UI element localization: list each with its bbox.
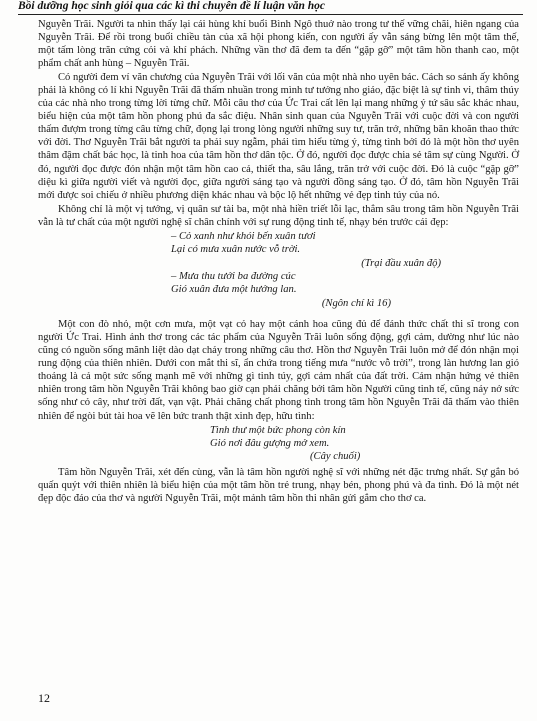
poem-line: – Cỏ xanh như khói bến xuân tươi: [171, 230, 316, 242]
poem-source: (Ngôn chí kì 16): [321, 297, 391, 309]
poem-line: Lại có mưa xuân nước vỗ trời.: [171, 244, 301, 256]
poem-source: (Cây chuối): [310, 451, 361, 463]
poem-source: (Trại đầu xuân độ): [361, 257, 441, 269]
paragraph: Không chỉ là một vị tướng, vị quân sư tài ba, một nhà hiền triết lỗi lạc, thẳm sâu trong tâm hồn Nguyễn Trãi vẫn là tư chất của một người nghệ sĩ chân chính với sự rung động tinh tế, nhạy bén trước cái đẹp:: [38, 203, 519, 228]
paragraph: Nguyễn Trãi. Người ta nhìn thấy lại cái hùng khí buổi Bình Ngô thuở nào trong tư thế vững chãi, hiên ngang của Nguyễn Trãi. Để rồi trong buổi chiều tàn của xã hội phong kiến, con người ấy vẫn sáng bừng lên một tâm thế, một tấm lòng trăn cứng cỏi và khí phách. Những vần thơ đã đem ta đến “gặp gỡ” một tâm hồn thanh cao, một phẩm chất anh hùng – Nguyễn Trãi.: [38, 19, 519, 70]
paragraph: Có người đem ví văn chương của Nguyễn Trãi với lối văn của một nhà nho uyên bác. Cách so sánh ấy không phải là không có lí khi Nguyễn Trãi đã thấm nhuần trong mình tư tưởng nho giáo, đặc biệt là sự tinh vi, thâm thúy của các nhà nho trong từng lời từng chữ. Mỗi câu thơ của Ức Trai cất lên lại mang những ý tứ sâu sắc khác nhau, biểu hiện của một tâm hồn phong phú đa sắc điệu. Nhân sinh quan của Nguyễn Trãi với cuộc đời và con người thấm đượm trong từng câu từng chữ, đọng lại trong lòng người những suy tư, trăn trở, những băn khoăn thao thức với đời. Thơ Nguyễn Trãi bắt người ta phải suy ngẫm, phải tìm hiểu từng ý, từng tình bởi đó là một hồn thơ uyên thâm đậm chất bác học, là tinh hoa của tâm hồn thơ dân tộc. Ở đó, người đọc được chia sẻ tâm sự cùng Người. Ở đó, người đọc được đón nhận một tâm hồn cao cả, thiết tha, sâu lắng, trăn trở với cuộc đời. Đó là cuộc “gặp gỡ” diệu kì giữa người viết và người đọc, giữa người sáng tạo và người đồng sáng tạo. Ở đó, tâm hồn Nguyễn Trãi mới được soi chiếu ở nhiều phương diện khác nhau và bộc lộ hết những vẻ đẹp tinh túy của nó.: [38, 72, 519, 201]
poem-line: – Mưa thu tưới ba đường cúc: [171, 270, 296, 282]
poem-line: Tình thư một bức phong còn kín: [210, 424, 346, 436]
poem-line: Gió xuân đưa một hướng lan.: [171, 284, 297, 296]
paragraph: Một con đò nhỏ, một cơn mưa, một vạt cỏ hay một cánh hoa cũng đủ để đánh thức chất thi sĩ trong con người Ức Trai. Hình ảnh thơ trong các tác phẩm của Nguyễn Trãi luôn sống động, gợi cảm, dường như lúc nào cũng có nguồn sống mãnh liệt dào dạt chảy trong những câu thơ. Hồn thơ Nguyễn Trãi luôn mở để đón nhận mọi rung động của thiên nhiên. Dưới con mắt thi sĩ, ẩn chứa trong tiếng mưa “nước vỗ trời”, trong làn hương lan gió thoảng là cả một sức sống mạnh mẽ với những gì tinh túy, gợi cảm nhất của đất trời. Cảm nhận hứng vẻ thiên nhiên trong tâm hồn Nguyễn Trãi không bao giờ cạn phải chăng bởi tâm hồn Người cũng tinh tế, cũng nảy nở sức sống như cỏ cây, như trời đất, vạn vật. Phải chăng chất phong tình trong tâm hồn Nguyễn Trãi đã thấm vào thiên nhiên để ngòi bút tài hoa vẽ lên bức tranh thật xinh đẹp, hữu tình:: [38, 319, 519, 422]
page-number: 12: [38, 691, 50, 705]
paragraph: Tâm hồn Nguyễn Trãi, xét đến cùng, vẫn là tâm hồn người nghệ sĩ với những nét đặc trưng nhất. Sự gắn bó quấn quýt với thiên nhiên là biểu hiện của một tâm hồn trẻ trung, nhạy bén, phong phú và đa tình. Đó là một nét đẹp độc đáo của thơ và người Nguyễn Trãi, một mảnh tâm hồn thi nhân gửi gắm cho thơ ca.: [38, 466, 519, 504]
poem-quote: [38, 230, 519, 310]
running-header: Bồi dưỡng học sinh giỏi qua các kì thi chuyên đề lí luận văn học: [18, 0, 523, 15]
poem-quote: [38, 424, 519, 464]
page-body: [38, 18, 519, 506]
poem-line: Gió nơi đâu gượng mở xem.: [210, 437, 330, 449]
